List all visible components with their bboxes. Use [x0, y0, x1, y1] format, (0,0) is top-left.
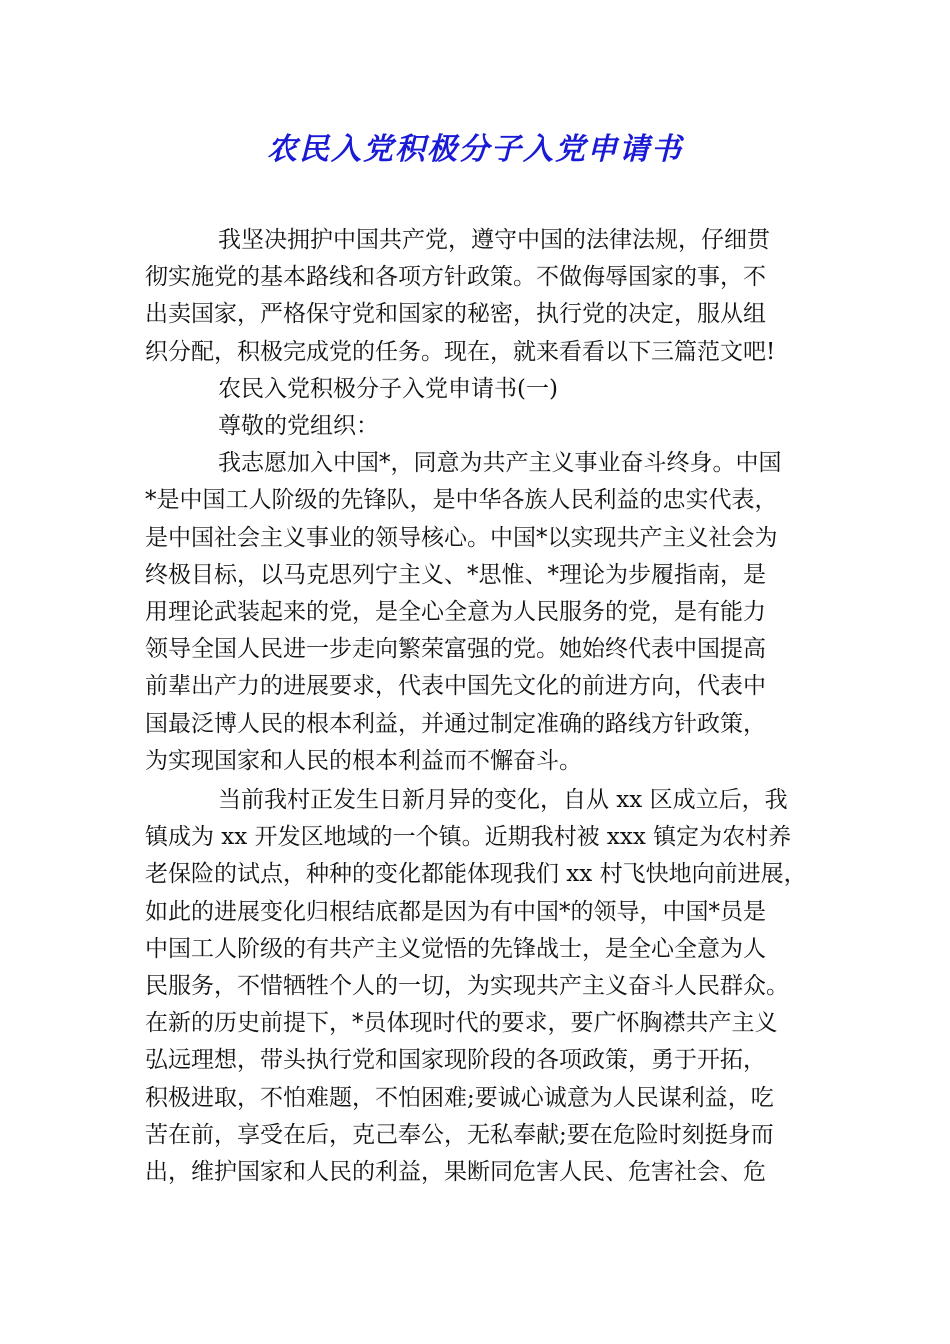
text-line: 中国工人阶级的有共产主义觉悟的先锋战士，是全心全意为人 — [145, 935, 766, 962]
text-line: 如此的进展变化归根结底都是因为有中国*的领导，中国*员是 — [145, 898, 766, 925]
text-line: 用理论武装起来的党，是全心全意为人民服务的党，是有能力 — [145, 599, 766, 626]
text-line: 老保险的试点，种种的变化都能体现我们 xx 村飞快地向前进展， — [145, 861, 807, 888]
text-line: 弘远理想，带头执行党和国家现阶段的各项政策，勇于开拓， — [145, 1047, 766, 1074]
paragraph-intro — [145, 222, 813, 371]
paragraph-salutation — [145, 408, 813, 445]
text-line: 我坚决拥护中国共产党，遵守中国的法律法规，仔细贯 — [218, 227, 770, 253]
text-line: 民服务，不惜牺牲个人的一切，为实现共产主义奋斗人民群众。 — [145, 973, 789, 1000]
text-line: 出，维护国家和人民的利益，果断同危害人民、危害社会、危 — [145, 1159, 766, 1186]
text-line: 彻实施党的基本路线和各项方针政策。不做侮辱国家的事，不 — [145, 264, 766, 291]
text-line: 积极进取，不怕难题，不怕困难;要诚心诚意为人民谋利益，吃 — [145, 1084, 774, 1111]
text-line: 终极目标，以马克思列宁主义、*思惟、*理论为步履指南，是 — [145, 561, 766, 588]
text-line: 为实现国家和人民的根本利益而不懈奋斗。 — [145, 747, 582, 774]
paragraph-p1 — [145, 445, 813, 780]
text-line: 领导全国人民进一步走向繁荣富强的党。她始终代表中国提高 — [145, 636, 766, 663]
text-line: 镇成为 xx 开发区地域的一个镇。近期我村被 xxx 镇定为农村养 — [145, 824, 792, 851]
text-line: 当前我村正发生日新月异的变化，自从 xx 区成立后，我 — [218, 787, 788, 814]
paragraph-subtitle — [145, 371, 813, 408]
document-title: 农民入党积极分子入党申请书 — [267, 132, 683, 167]
text-line: 我志愿加入中国*，同意为共产主义事业奋斗终身。中国 — [218, 450, 782, 477]
text-line: 苦在前，享受在后，克己奉公，无私奉献;要在危险时刻挺身而 — [145, 1121, 774, 1148]
text-line: 前辈出产力的进展要求，代表中国先文化的前进方向，代表中 — [145, 673, 766, 700]
paragraph-p2 — [145, 782, 813, 1191]
text-line: 出卖国家，严格保守党和国家的秘密，执行党的决定，服从组 — [145, 301, 766, 328]
text-line: 织分配，积极完成党的任务。现在，就来看看以下三篇范文吧! — [145, 338, 776, 365]
document-body — [145, 222, 813, 1191]
text-line: 是中国社会主义事业的领导核心。中国*以实现共产主义社会为 — [145, 524, 778, 551]
text-line: 农民入党积极分子入党申请书(一) — [218, 375, 558, 402]
text-line: 尊敬的党组织： — [218, 413, 379, 440]
text-line: 在新的历史前提下，*员体现时代的要求，要广怀胸襟共产主义 — [145, 1010, 778, 1037]
text-line: *是中国工人阶级的先锋队，是中华各族人民利益的忠实代表， — [145, 487, 778, 514]
text-line: 国最泛博人民的根本利益，并通过制定准确的路线方针政策， — [145, 710, 766, 737]
